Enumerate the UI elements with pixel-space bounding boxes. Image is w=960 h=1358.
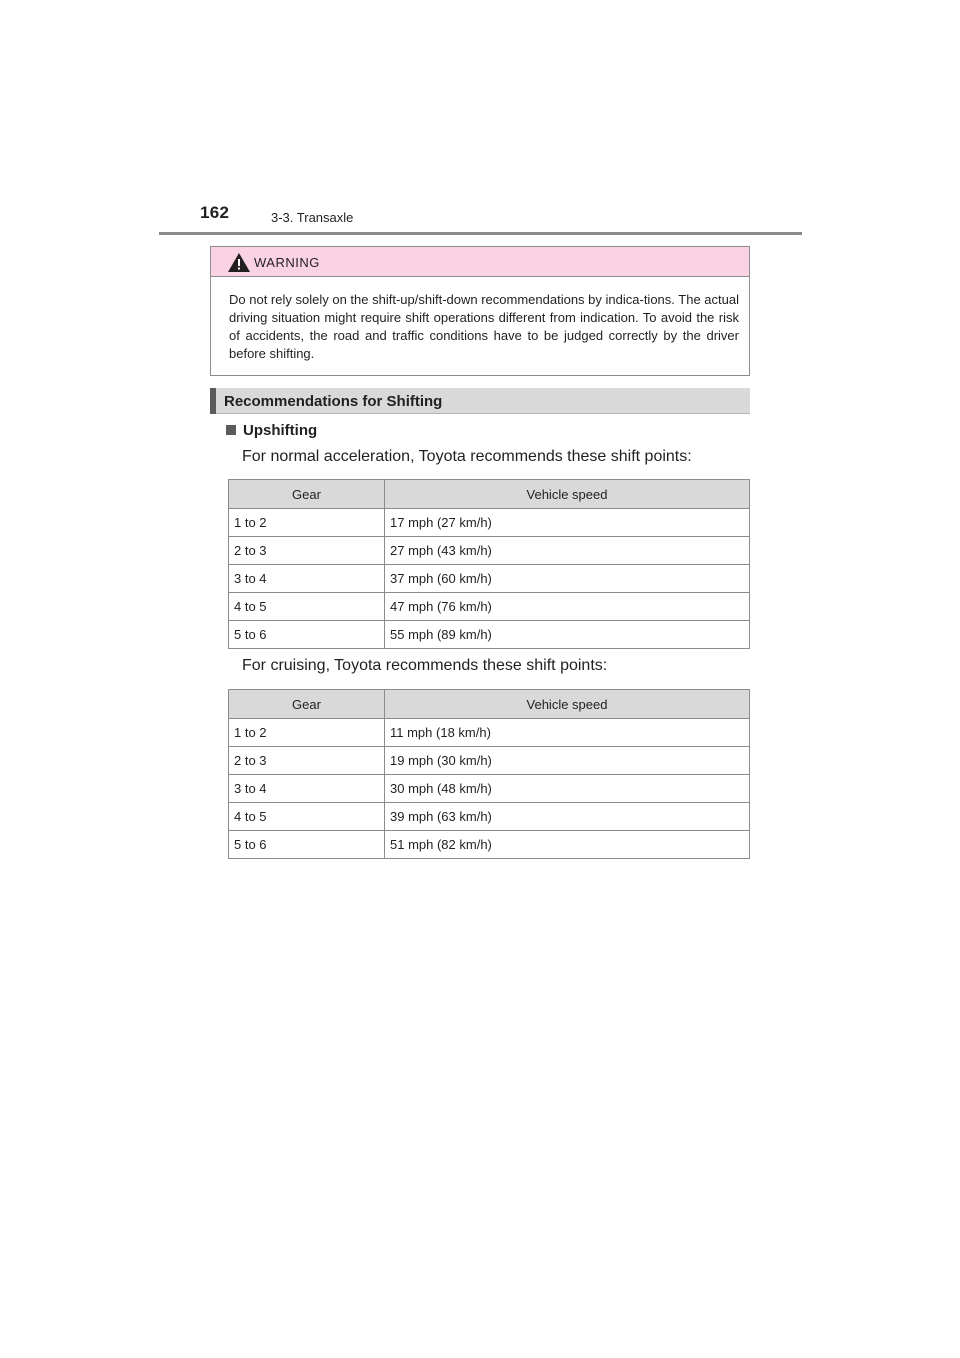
speed-cell: 30 mph (48 km/h) [385,775,750,803]
warning-title: WARNING [254,255,320,270]
table-row [229,775,750,803]
paragraph-normal-acceleration: For normal acceleration, Toyota recommends these shift points: [242,448,692,465]
warning-icon [228,253,250,272]
gear-cell: 5 to 6 [229,621,385,649]
speed-cell: 11 mph (18 km/h) [385,719,750,747]
table-row [229,621,750,649]
shift-table-acceleration [228,479,750,649]
speed-cell: 17 mph (27 km/h) [385,509,750,537]
section-heading-text: Recommendations for Shifting [224,393,443,410]
table-row [229,537,750,565]
speed-cell: 47 mph (76 km/h) [385,593,750,621]
header-rule [159,232,802,235]
subheading [226,422,317,439]
gear-cell: 2 to 3 [229,747,385,775]
gear-cell: 1 to 2 [229,509,385,537]
gear-cell: 5 to 6 [229,831,385,859]
warning-header [211,247,749,277]
warning-text: Do not rely solely on the shift-up/shift-down recommendations by indica-tions. The actual driving situation might require shift operations different from indication. To avoid the risk of accidents, the road and traffic conditions have to be judged correctly by the driver before shifting. [229,292,739,361]
table-row [229,803,750,831]
square-bullet-icon [226,425,236,435]
table-row [229,719,750,747]
gear-cell: 4 to 5 [229,593,385,621]
table-row [229,593,750,621]
section-label: 3-3. Transaxle [271,210,354,225]
gear-cell: 3 to 4 [229,565,385,593]
table-header-row [229,480,750,509]
column-header-vehicle-speed: Vehicle speed [385,690,750,719]
speed-cell: 55 mph (89 km/h) [385,621,750,649]
page-number: 162 [200,203,230,222]
gear-cell: 4 to 5 [229,803,385,831]
speed-cell: 27 mph (43 km/h) [385,537,750,565]
gear-cell: 2 to 3 [229,537,385,565]
table-row [229,747,750,775]
subheading-text: Upshifting [243,422,318,439]
table-row [229,831,750,859]
table-row [229,565,750,593]
section-heading-bar [210,388,216,414]
paragraph-cruising: For cruising, Toyota recommends these shift points: [242,657,608,674]
gear-cell: 1 to 2 [229,719,385,747]
speed-cell: 51 mph (82 km/h) [385,831,750,859]
speed-cell: 37 mph (60 km/h) [385,565,750,593]
speed-cell: 39 mph (63 km/h) [385,803,750,831]
warning-box [210,246,750,376]
table-header-row [229,690,750,719]
column-header-gear: Gear [229,480,385,509]
table-row [229,509,750,537]
speed-cell: 19 mph (30 km/h) [385,747,750,775]
column-header-vehicle-speed: Vehicle speed [385,480,750,509]
gear-cell: 3 to 4 [229,775,385,803]
section-heading [210,388,750,414]
column-header-gear: Gear [229,690,385,719]
shift-table-cruising [228,689,750,859]
